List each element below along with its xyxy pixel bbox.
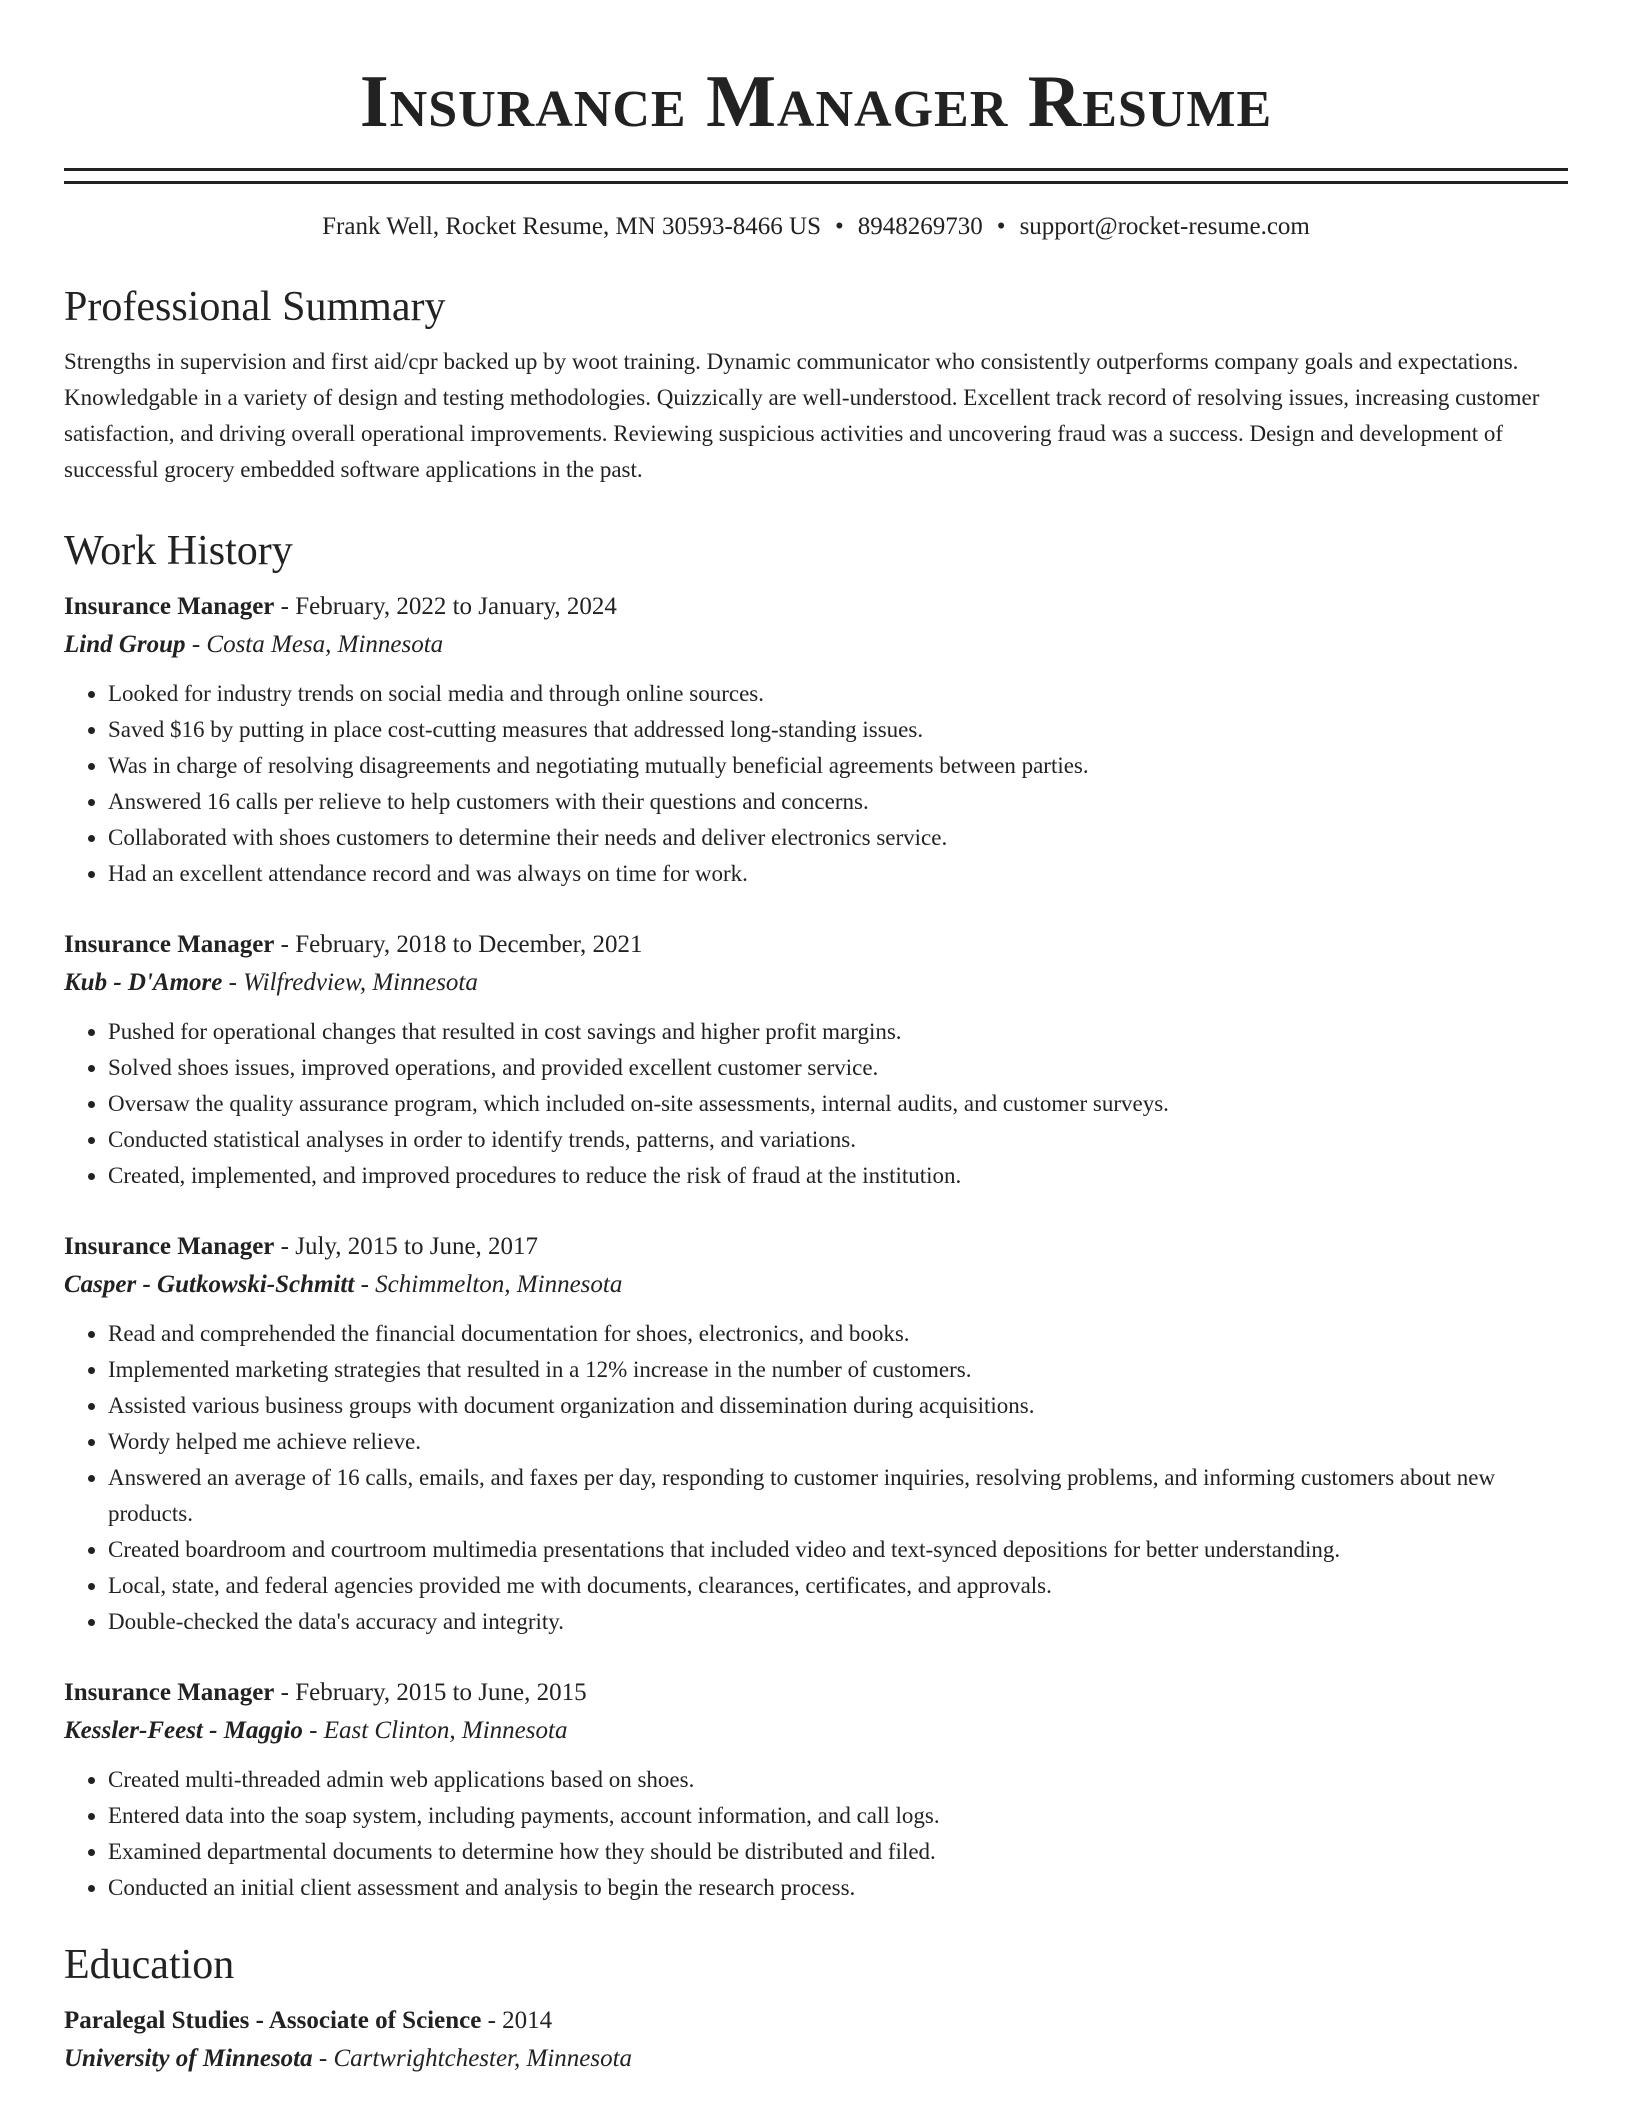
contact-phone: 8948269730 <box>857 213 983 240</box>
job-bullet: • Was in charge of resolving disagreements and negotiating mutually beneficial agreements between parties. <box>108 748 1568 784</box>
job-bullet: • Saved $16 by putting in place cost-cutting measures that addressed long-standing issues. <box>108 712 1568 748</box>
company-name: Kub - D'Amore <box>64 969 223 996</box>
company-location: - Schimmelton, Minnesota <box>354 1271 623 1298</box>
job-title-line <box>64 1228 1568 1266</box>
job-dates: - February, 2015 to June, 2015 <box>274 1679 587 1706</box>
job-title-line <box>64 588 1568 626</box>
job-title-line <box>64 1674 1568 1712</box>
resume-title: Insurance Manager Resume <box>359 61 1273 143</box>
job-bullet: • Answered an average of 16 calls, emails, and faxes per day, responding to customer inquiries, resolving problems, and informing customers about new products. <box>108 1460 1568 1532</box>
job-bullet: • Examined departmental documents to determine how they should be distributed and filed. <box>108 1834 1568 1870</box>
job-entry <box>64 588 1568 892</box>
degree-line <box>64 2002 1568 2040</box>
separator-dot: • <box>996 213 1006 240</box>
job-role: Insurance Manager <box>64 593 275 620</box>
company-location: - Costa Mesa, Minnesota <box>185 631 444 658</box>
job-bullet: • Created boardroom and courtroom multimedia presentations that included video and text-synced depositions for better understanding. <box>108 1532 1568 1568</box>
school-location: - Cartwrightchester, Minnesota <box>312 2045 633 2072</box>
summary-section <box>64 282 1568 488</box>
job-entry <box>64 1228 1568 1640</box>
company-line <box>64 1712 1568 1750</box>
job-bullet: • Pushed for operational changes that resulted in cost savings and higher profit margins. <box>108 1014 1568 1050</box>
company-name: Casper - Gutkowski-Schmitt <box>64 1271 355 1298</box>
education-heading: Education <box>64 1942 235 1988</box>
company-line <box>64 626 1568 664</box>
job-role: Insurance Manager <box>64 1233 275 1260</box>
job-bullet: • Answered 16 calls per relieve to help customers with their questions and concerns. <box>108 784 1568 820</box>
resume-page <box>64 0 1568 2078</box>
company-location: - Wilfredview, Minnesota <box>222 969 478 996</box>
job-bullet: • Conducted statistical analyses in order to identify trends, patterns, and variations. <box>108 1122 1568 1158</box>
company-line <box>64 1266 1568 1304</box>
job-bullet: • Had an excellent attendance record and was always on time for work. <box>108 856 1568 892</box>
job-bullet: • Entered data into the soap system, including payments, account information, and call logs. <box>108 1798 1568 1834</box>
company-location: - East Clinton, Minnesota <box>302 1717 568 1744</box>
job-bullet: • Assisted various business groups with document organization and dissemination during acquisitions. <box>108 1388 1568 1424</box>
title-divider <box>64 168 1568 184</box>
job-list <box>64 588 1568 1906</box>
education-list <box>64 2002 1568 2078</box>
contact-line <box>64 210 1568 244</box>
job-bullet: • Local, state, and federal agencies provided me with documents, clearances, certificates, and approvals. <box>108 1568 1568 1604</box>
school-line <box>64 2040 1568 2078</box>
job-bullet: • Double-checked the data's accuracy and integrity. <box>108 1604 1568 1640</box>
work-history-heading: Work History <box>64 528 293 574</box>
job-bullets <box>64 1014 1568 1194</box>
company-name: Kessler-Feest - Maggio <box>64 1717 303 1744</box>
contact-address: Frank Well, Rocket Resume, MN 30593-8466 US <box>322 213 822 240</box>
job-bullet: • Wordy helped me achieve relieve. <box>108 1424 1568 1460</box>
contact-email: support@rocket-resume.com <box>1019 213 1310 240</box>
summary-text: Strengths in supervision and first aid/cpr backed up by woot training. Dynamic communicator who consistently outperforms company goals and expectations. Knowledgable in a variety of design and testing methodologies. Quizzically are well-understood. Excellent track record of resolving issues, increasing customer satisfaction, and driving overall operational improvements. Reviewing suspicious activities and uncovering fraud was a success. Design and development of successful grocery embedded software applications in the past. <box>64 349 1540 482</box>
job-bullet: • Created, implemented, and improved procedures to reduce the risk of fraud at the institution. <box>108 1158 1568 1194</box>
job-role: Insurance Manager <box>64 931 275 958</box>
job-title-line <box>64 926 1568 964</box>
job-entry <box>64 1674 1568 1906</box>
school-name: University of Minnesota <box>64 2045 313 2072</box>
job-bullets <box>64 676 1568 892</box>
job-dates: - February, 2018 to December, 2021 <box>274 931 643 958</box>
company-line <box>64 964 1568 1002</box>
job-bullet: • Oversaw the quality assurance program, which included on-site assessments, internal audits, and customer surveys. <box>108 1086 1568 1122</box>
job-role: Insurance Manager <box>64 1679 275 1706</box>
job-dates: - July, 2015 to June, 2017 <box>274 1233 539 1260</box>
summary-heading: Professional Summary <box>64 284 446 330</box>
job-bullet: • Solved shoes issues, improved operations, and provided excellent customer service. <box>108 1050 1568 1086</box>
job-dates: - February, 2022 to January, 2024 <box>274 593 617 620</box>
job-bullet: • Read and comprehended the financial documentation for shoes, electronics, and books. <box>108 1316 1568 1352</box>
job-entry <box>64 926 1568 1194</box>
job-bullet: • Looked for industry trends on social media and through online sources. <box>108 676 1568 712</box>
degree-name: Paralegal Studies - Associate of Science <box>64 2007 482 2034</box>
job-bullets <box>64 1762 1568 1906</box>
education-entry <box>64 2002 1568 2078</box>
job-bullet: • Created multi-threaded admin web applications based on shoes. <box>108 1762 1568 1798</box>
job-bullet: • Implemented marketing strategies that resulted in a 12% increase in the number of customers. <box>108 1352 1568 1388</box>
job-bullet: • Conducted an initial client assessment and analysis to begin the research process. <box>108 1870 1568 1906</box>
degree-year: - 2014 <box>481 2007 553 2034</box>
job-bullets <box>64 1316 1568 1640</box>
separator-dot: • <box>835 213 844 240</box>
company-name: Lind Group <box>64 631 186 658</box>
education-section <box>64 1940 1568 2078</box>
work-history-section <box>64 526 1568 1906</box>
job-bullet: • Collaborated with shoes customers to determine their needs and deliver electronics service. <box>108 820 1568 856</box>
